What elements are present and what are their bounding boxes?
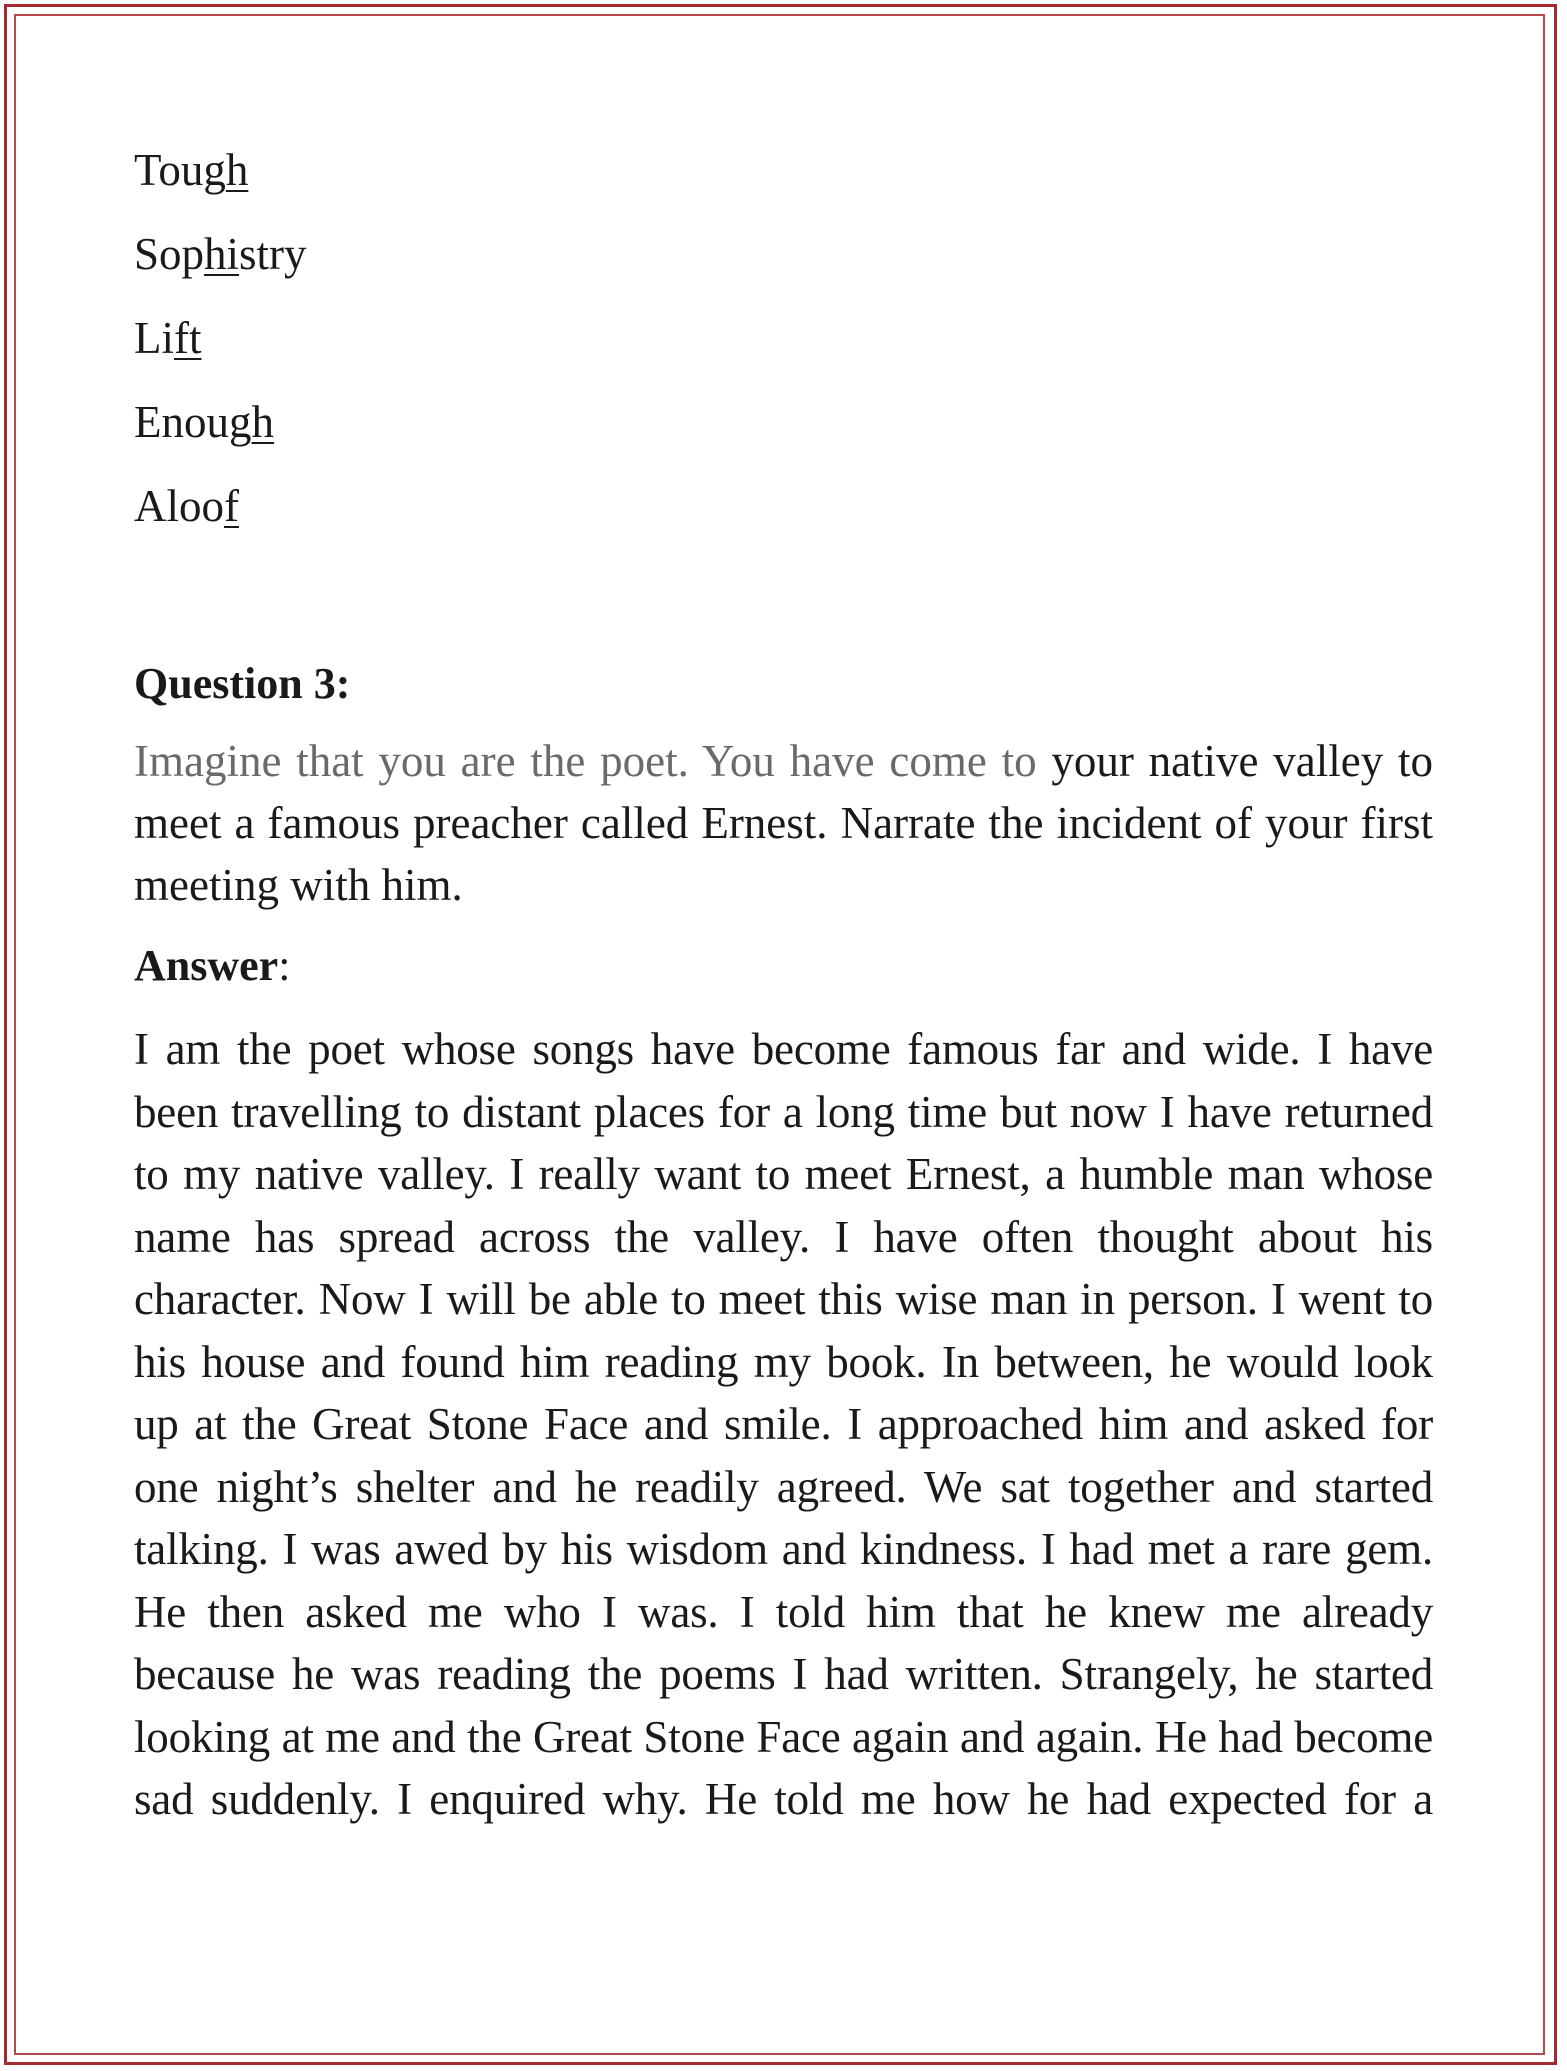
question-title: Question 3:	[134, 659, 351, 708]
answer-label: Answer	[134, 941, 279, 990]
answer-colon: :	[278, 941, 291, 990]
word-list	[134, 128, 1433, 548]
word-item-tough: Tough	[134, 145, 249, 195]
answer-text: I am the poet whose songs have become famous far and wide. I have been travelling to distant places for a long time but now I have returned to my native valley. I really want to meet Ernest, a humble man whose name has spread across the valley. I have often thought about his character. Now I will be able to meet this wise man in person. I went to his house and found him reading my book. In between, he would look up at the Great Stone Face and smile. I approached him and asked for one night’s shelter and he readily agreed. We sat together and started talking. I was awed by his wisdom and kindness. I had met a rare gem. He then asked me who I was. I told him that he knew me already because he was reading the poems I had written. Strangely, he started looking at me and the Great Stone Face again and again. He had become sad suddenly. I enquired why. He told me how he had expected for a	[134, 1024, 1433, 1824]
question-text-faded: Imagine that you are the poet. You have come to	[134, 736, 1037, 786]
word-item-enough: Enough	[134, 397, 274, 447]
word-item-aloof: Aloof	[134, 481, 239, 531]
word-item-sophistry: Sophistry	[134, 229, 307, 279]
answer-title	[134, 936, 1433, 996]
question-text	[134, 730, 1433, 916]
word-item-lift: Lift	[134, 313, 202, 363]
question-text-rest: your native valley to meet a famous preacher called Ernest. Narrate the incident of your first meeting with him.	[134, 736, 1433, 910]
document-page	[134, 128, 1433, 1831]
